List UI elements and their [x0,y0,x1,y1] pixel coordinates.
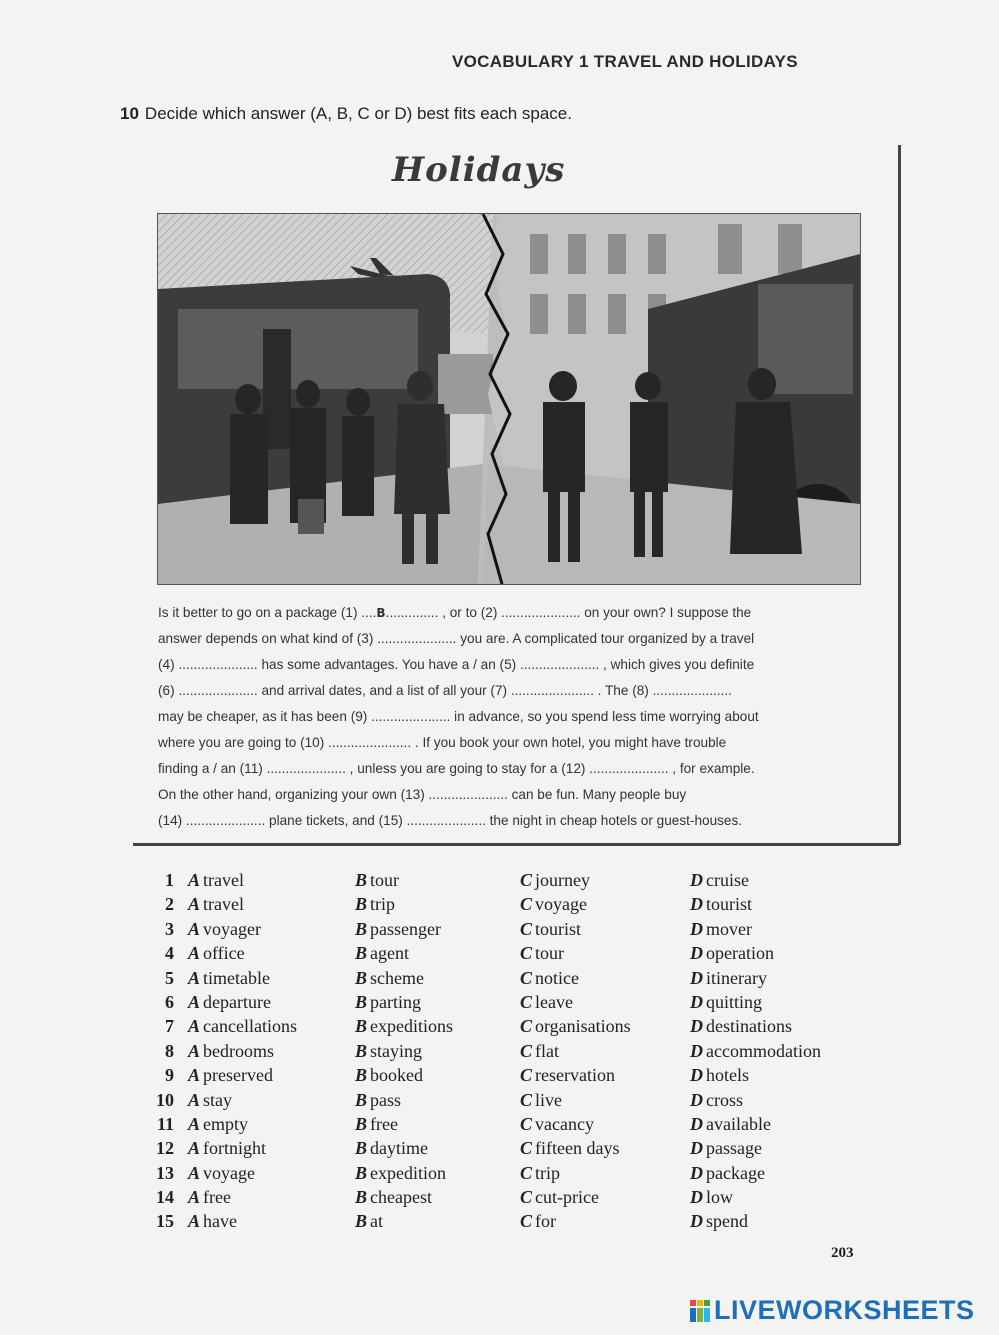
option-word: free [370,1113,398,1134]
option-word: travel [203,870,244,890]
option-c[interactable] [520,1065,615,1086]
option-word: preserved [203,1065,273,1086]
option-letter: B [355,1065,368,1086]
option-b[interactable] [355,968,424,989]
option-word: timetable [203,967,270,988]
option-letter: A [188,1089,201,1110]
option-row [150,1016,870,1040]
exercise-instruction [120,104,572,124]
passage-line: On the other hand, organizing your own (13) ..................... can be fun. Many people buy [158,787,687,802]
option-row [150,919,870,943]
question-number: 3 [165,918,174,939]
option-b[interactable] [355,1163,446,1184]
option-d[interactable] [690,919,752,940]
option-word: tourist [706,894,753,915]
passage-line: (6) ..................... and arrival dates, and a list of all your (7) ...................... . The (8) ..................... [158,683,732,698]
option-word: booked [370,1065,424,1086]
option-word: package [706,1162,765,1183]
option-letter: A [188,943,201,964]
option-word: fifteen days [535,1138,620,1159]
option-d[interactable] [690,1090,743,1111]
option-row [150,870,870,894]
question-number: 14 [156,1187,174,1208]
option-row [150,1138,870,1162]
option-letter: B [355,1138,368,1159]
option-word: live [535,1089,563,1110]
option-letter: D [690,991,703,1012]
option-c[interactable] [520,943,564,964]
question-number: 2 [165,894,174,915]
question-number: 4 [165,943,174,964]
option-d[interactable] [690,1211,748,1232]
option-word: hotels [706,1065,749,1086]
option-letter: B [355,870,368,890]
option-letter: A [188,1113,201,1134]
question-number: 7 [165,1016,174,1037]
option-word: staying [370,1040,423,1061]
option-word: accommodation [706,1040,821,1061]
option-letter: A [188,1211,201,1232]
option-word: tour [535,943,565,964]
option-word: itinerary [706,967,767,988]
option-d[interactable] [690,894,752,915]
option-word: trip [535,1162,561,1183]
question-number: 15 [156,1211,174,1232]
option-word: scheme [370,967,424,988]
right-border-line [898,145,901,845]
option-d[interactable] [690,1138,762,1159]
option-d[interactable] [690,1163,765,1184]
option-row [150,1211,870,1235]
option-letter: C [520,1089,533,1110]
option-letter: C [520,894,533,915]
option-word: tour [370,870,400,890]
option-a[interactable] [188,1187,231,1208]
option-a[interactable] [188,1114,248,1135]
option-a[interactable] [188,992,271,1013]
option-c[interactable] [520,894,587,915]
option-letter: B [355,1162,368,1183]
option-b[interactable] [355,1138,428,1159]
option-a[interactable] [188,1065,273,1086]
passage-line: (14) ..................... plane tickets, and (15) ..................... the night in cheap hotels or guest-houses. [158,813,743,828]
option-d[interactable] [690,1041,821,1062]
brand-name: LIVEWORKSHEETS [714,1295,975,1325]
passage-bottom-line [133,843,899,846]
option-c[interactable] [520,1090,562,1111]
option-letter: C [520,1162,533,1183]
option-c[interactable] [520,1016,631,1037]
option-letter: D [690,1089,703,1110]
option-b[interactable] [355,1187,432,1208]
option-letter: C [520,918,533,939]
option-letter: B [355,894,368,915]
option-b[interactable] [355,1211,383,1232]
option-a[interactable] [188,870,244,891]
option-a[interactable] [188,943,245,964]
option-letter: A [188,1016,201,1037]
option-word: travel [203,894,244,915]
option-word: organisations [535,1016,631,1037]
option-letter: C [520,1211,533,1232]
option-letter: A [188,894,201,915]
option-letter: A [188,1138,201,1159]
option-c[interactable] [520,1114,594,1135]
option-c[interactable] [520,1211,556,1232]
option-letter: B [355,918,368,939]
option-word: notice [535,967,579,988]
option-word: fortnight [203,1138,267,1159]
option-word: cheapest [370,1187,432,1208]
page-title: Holidays [392,150,566,190]
worksheet-logo-icon [690,1300,710,1322]
passage-line: finding a / an (11) ..................... , unless you are going to stay for a (12) ..................... , for example. [158,761,755,776]
option-b[interactable] [355,1090,401,1111]
option-word: agent [370,943,409,964]
question-number: 8 [165,1040,174,1061]
option-d[interactable] [690,1016,792,1037]
section-header: VOCABULARY 1 TRAVEL AND HOLIDAYS [452,52,798,71]
option-letter: C [520,870,533,890]
option-a[interactable] [188,1138,266,1159]
option-b[interactable] [355,894,395,915]
option-letter: C [520,967,533,988]
option-letter: D [690,1162,703,1183]
option-a[interactable] [188,1163,255,1184]
option-letter: B [355,1211,368,1232]
option-row [150,968,870,992]
option-letter: D [690,1138,703,1159]
brand-logo [690,1295,975,1326]
option-letter: C [520,991,533,1012]
option-word: cruise [706,870,749,890]
option-word: stay [203,1089,233,1110]
option-row [150,1114,870,1138]
option-letter: D [690,1113,703,1134]
option-d[interactable] [690,870,749,891]
option-letter: A [188,918,201,939]
option-row [150,1163,870,1187]
option-letter: B [355,967,368,988]
option-word: at [370,1211,384,1232]
option-a[interactable] [188,1041,274,1062]
question-number: 1 [165,870,174,890]
option-c[interactable] [520,992,573,1013]
question-number: 13 [156,1162,174,1183]
option-b[interactable] [355,943,409,964]
option-letter: C [520,1138,533,1159]
option-letter: C [520,1040,533,1061]
option-letter: C [520,1065,533,1086]
option-letter: B [355,1089,368,1110]
travel-illustration [157,213,861,585]
option-word: voyager [203,918,261,939]
option-letter: D [690,918,703,939]
question-number: 11 [156,1113,174,1134]
option-b[interactable] [355,870,399,891]
option-word: mover [706,918,752,939]
option-word: spend [706,1211,748,1232]
option-word: flat [535,1040,560,1061]
option-letter: B [355,943,368,964]
option-d[interactable] [690,1065,749,1086]
option-c[interactable] [520,1138,619,1159]
option-word: office [203,943,245,964]
option-word: journey [535,870,590,890]
option-word: reservation [535,1065,615,1086]
option-letter: A [188,991,201,1012]
question-number: 12 [156,1138,174,1159]
option-word: passage [706,1138,762,1159]
option-a[interactable] [188,968,270,989]
option-a[interactable] [188,894,244,915]
option-letter: D [690,967,703,988]
option-d[interactable] [690,968,767,989]
option-b[interactable] [355,1065,423,1086]
option-a[interactable] [188,1016,297,1037]
option-a[interactable] [188,1090,232,1111]
question-number: 5 [165,967,174,988]
option-word: parting [370,991,422,1012]
answer-options-list [150,870,870,1236]
option-word: vacancy [535,1113,594,1134]
option-b[interactable] [355,992,421,1013]
option-letter: A [188,1162,201,1183]
option-d[interactable] [690,1114,771,1135]
option-d[interactable] [690,1187,733,1208]
option-word: available [706,1113,771,1134]
option-word: cross [706,1089,743,1110]
option-b[interactable] [355,1016,453,1037]
option-letter: C [520,1187,533,1208]
option-row [150,1187,870,1211]
option-word: tourist [535,918,582,939]
option-word: bedrooms [203,1040,275,1061]
option-letter: A [188,1187,201,1208]
option-word: free [203,1187,231,1208]
passage-line: may be cheaper, as it has been (9) ..................... in advance, so you spend less time worrying about [158,709,759,724]
option-d[interactable] [690,992,762,1013]
option-word: destinations [706,1016,792,1037]
option-letter: D [690,894,703,915]
option-b[interactable] [355,1041,422,1062]
option-word: leave [535,991,573,1012]
filled-answer[interactable]: B [376,606,386,620]
option-word: voyage [535,894,587,915]
option-letter: D [690,1065,703,1086]
option-letter: B [355,991,368,1012]
option-letter: D [690,1040,703,1061]
option-a[interactable] [188,919,261,940]
option-word: daytime [370,1138,428,1159]
option-b[interactable] [355,919,441,940]
option-word: have [203,1211,237,1232]
option-letter: A [188,870,201,890]
passage-line: where you are going to (10) ...................... . If you book your own hotel, you might have trouble [158,735,727,750]
question-number: 6 [165,991,174,1012]
option-row [150,992,870,1016]
option-word: quitting [706,991,763,1012]
option-letter: A [188,967,201,988]
option-word: expeditions [370,1016,454,1037]
option-letter: B [355,1187,368,1208]
option-b[interactable] [355,1114,398,1135]
option-letter: C [520,1113,533,1134]
question-number: 10 [156,1089,174,1110]
option-letter: D [690,870,703,890]
option-letter: D [690,1016,703,1037]
option-letter: C [520,943,533,964]
instruction-text: Decide which answer (A, B, C or D) best fits each space. [144,104,572,123]
option-letter: B [355,1113,368,1134]
option-c[interactable] [520,1187,599,1208]
option-word: pass [370,1089,402,1110]
option-word: trip [370,894,396,915]
option-letter: A [188,1065,201,1086]
option-word: cancellations [203,1016,297,1037]
option-word: low [706,1187,733,1208]
option-d[interactable] [690,943,774,964]
option-word: expedition [370,1162,446,1183]
exercise-number: 10 [120,104,139,123]
passage-line: Is it better to go on a package (1) ....B.............. , or to (2) ..................... on your own? I suppose the [158,605,752,620]
option-letter: D [690,1211,703,1232]
option-row [150,1065,870,1089]
option-c[interactable] [520,968,579,989]
question-number: 9 [165,1065,174,1086]
option-word: operation [706,943,774,964]
passage-line: (4) ..................... has some advantages. You have a / an (5) ..................... , which gives you definite [158,657,755,672]
option-word: for [535,1211,557,1232]
option-word: voyage [203,1162,255,1183]
option-row [150,943,870,967]
option-row [150,1090,870,1114]
passage-line: answer depends on what kind of (3) ..................... you are. A complicated tour organized by a travel [158,631,755,646]
option-c[interactable] [520,1041,559,1062]
option-letter: A [188,1040,201,1061]
option-word: departure [203,991,271,1012]
option-letter: B [355,1016,368,1037]
option-c[interactable] [520,1163,560,1184]
page-number: 203 [831,1245,854,1261]
option-word: empty [203,1113,249,1134]
option-c[interactable] [520,919,581,940]
option-letter: D [690,943,703,964]
option-word: passenger [370,918,441,939]
option-c[interactable] [520,870,590,891]
option-letter: B [355,1040,368,1061]
option-row [150,1041,870,1065]
option-a[interactable] [188,1211,237,1232]
option-row [150,894,870,918]
option-letter: D [690,1187,703,1208]
cloze-passage [158,600,880,834]
option-word: cut-price [535,1187,599,1208]
option-letter: C [520,1016,533,1037]
